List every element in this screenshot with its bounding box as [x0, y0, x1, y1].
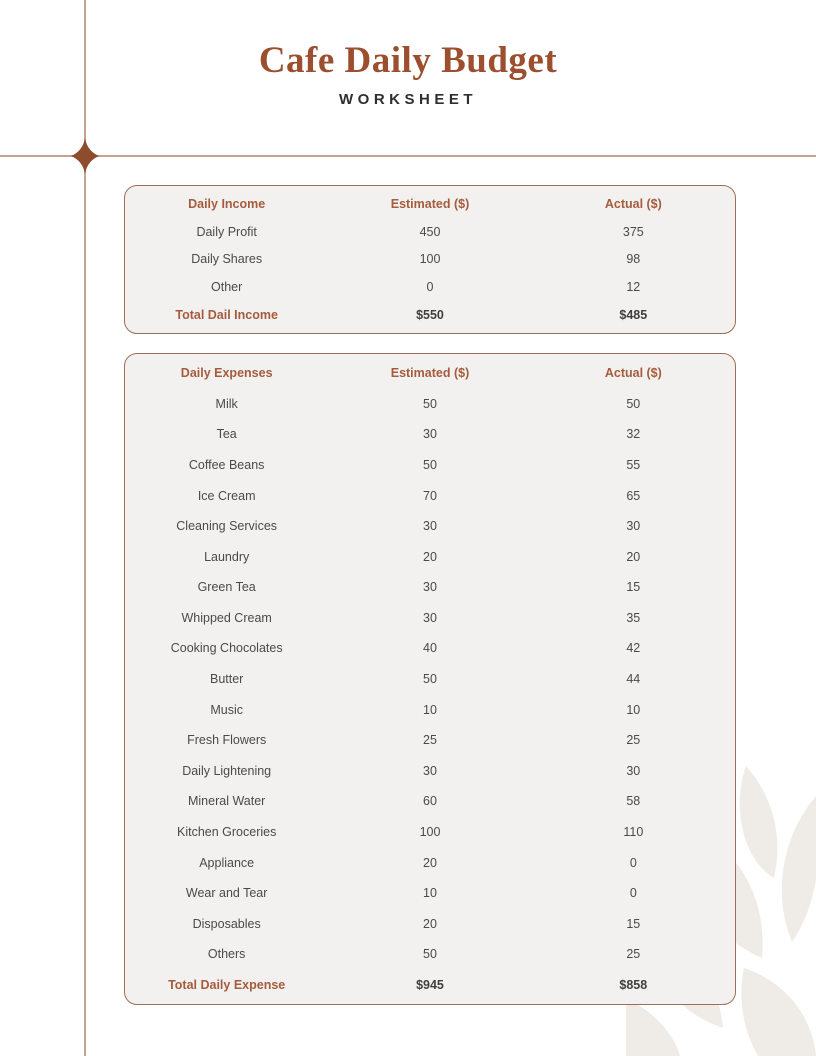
row-label: Milk	[215, 396, 238, 411]
row-label: Wear and Tear	[185, 886, 268, 901]
table-row	[125, 541, 735, 572]
total-estimated: $945	[416, 977, 444, 992]
table-row	[125, 817, 735, 848]
table-row	[125, 847, 735, 878]
actual-value: 44	[626, 672, 641, 687]
table-row	[125, 664, 735, 695]
row-label: Kitchen Groceries	[176, 824, 277, 839]
sparkle-star-icon	[71, 138, 99, 174]
actual-value: 0	[629, 886, 637, 901]
row-label: Disposables	[192, 916, 261, 931]
total-estimated: $550	[416, 308, 444, 323]
table-row	[125, 246, 735, 274]
row-label: Appliance	[199, 855, 255, 870]
actual-value: 10	[626, 702, 641, 717]
estimated-value: 100	[419, 252, 441, 267]
estimated-value: 70	[423, 488, 437, 503]
estimated-value: 450	[419, 224, 441, 239]
table-row	[125, 633, 735, 664]
table-row	[125, 480, 735, 511]
row-label: Daily Profit	[196, 224, 257, 239]
expense-header-row	[125, 358, 735, 389]
actual-value: 42	[626, 641, 641, 656]
expense-header-estimated: Estimated ($)	[390, 366, 470, 381]
actual-value: 25	[626, 947, 641, 962]
table-row	[125, 419, 735, 450]
total-label: Total Daily Expense	[168, 977, 286, 992]
table-row	[125, 603, 735, 634]
table-row	[125, 878, 735, 909]
estimated-value: 50	[423, 672, 437, 687]
estimated-value: 60	[423, 794, 437, 809]
expense-table	[124, 353, 736, 1005]
income-table	[124, 185, 736, 334]
actual-value: 20	[626, 549, 641, 564]
horizontal-rule	[0, 155, 816, 157]
actual-value: 12	[626, 280, 641, 295]
estimated-value: 20	[423, 549, 437, 564]
actual-value: 55	[626, 458, 641, 473]
expense-header-category: Daily Expenses	[180, 366, 273, 381]
row-label: Coffee Beans	[188, 458, 265, 473]
estimated-value: 30	[423, 519, 437, 534]
row-label: Others	[207, 947, 246, 962]
estimated-value: 50	[423, 458, 437, 473]
row-label: Mineral Water	[187, 794, 266, 809]
actual-value: 30	[626, 519, 641, 534]
actual-value: 110	[623, 824, 644, 839]
expense-header-actual: Actual ($)	[604, 366, 662, 381]
income-header-estimated: Estimated ($)	[390, 196, 470, 211]
estimated-value: 100	[419, 824, 441, 839]
actual-value: 65	[626, 488, 641, 503]
table-row	[125, 908, 735, 939]
estimated-value: 10	[423, 886, 437, 901]
row-label: Ice Cream	[197, 488, 256, 503]
table-row	[125, 273, 735, 301]
table-row	[125, 572, 735, 603]
estimated-value: 30	[423, 610, 437, 625]
actual-value: 35	[626, 610, 641, 625]
estimated-value: 50	[423, 396, 437, 411]
income-header-row	[125, 190, 735, 218]
table-row	[125, 694, 735, 725]
expense-total-row	[125, 970, 735, 1001]
row-label: Daily Lightening	[182, 763, 272, 778]
row-label: Butter	[209, 672, 244, 687]
estimated-value: 20	[423, 855, 437, 870]
estimated-value: 25	[423, 733, 437, 748]
actual-value: 30	[626, 763, 641, 778]
estimated-value: 30	[423, 580, 437, 595]
row-label: Cooking Chocolates	[170, 641, 283, 656]
actual-value: 50	[626, 396, 641, 411]
table-row	[125, 939, 735, 970]
income-header-actual: Actual ($)	[604, 196, 662, 211]
page-subtitle: WORKSHEET	[339, 91, 477, 108]
table-row	[125, 389, 735, 420]
estimated-value: 20	[423, 916, 437, 931]
row-label: Cleaning Services	[176, 519, 278, 534]
row-label: Other	[211, 280, 243, 295]
actual-value: 98	[626, 252, 641, 267]
total-label: Total Dail Income	[175, 308, 278, 323]
page-title: Cafe Daily Budget	[258, 40, 558, 81]
actual-value: 15	[626, 916, 641, 931]
row-label: Whipped Cream	[181, 610, 272, 625]
estimated-value: 30	[423, 427, 437, 442]
row-label: Laundry	[204, 549, 250, 564]
estimated-value: 30	[423, 763, 437, 778]
estimated-value: 40	[423, 641, 437, 656]
row-label: Fresh Flowers	[187, 733, 267, 748]
table-row	[125, 218, 735, 246]
estimated-value: 10	[423, 702, 437, 717]
total-actual: $485	[619, 308, 648, 323]
table-row	[125, 786, 735, 817]
estimated-value: 50	[423, 947, 437, 962]
actual-value: 32	[626, 427, 641, 442]
row-label: Daily Shares	[191, 252, 263, 267]
table-row	[125, 725, 735, 756]
actual-value: 0	[629, 855, 637, 870]
income-header-category: Daily Income	[188, 196, 266, 211]
table-row	[125, 511, 735, 542]
row-label: Tea	[216, 427, 237, 442]
total-actual: $858	[619, 977, 648, 992]
income-total-row	[125, 301, 735, 329]
actual-value: 375	[622, 224, 644, 239]
actual-value: 15	[626, 580, 641, 595]
estimated-value: 0	[426, 280, 434, 295]
row-label: Green Tea	[197, 580, 256, 595]
actual-value: 58	[626, 794, 641, 809]
row-label: Music	[210, 702, 243, 717]
actual-value: 25	[626, 733, 641, 748]
table-row	[125, 756, 735, 787]
table-row	[125, 450, 735, 481]
page-heading	[0, 40, 816, 108]
